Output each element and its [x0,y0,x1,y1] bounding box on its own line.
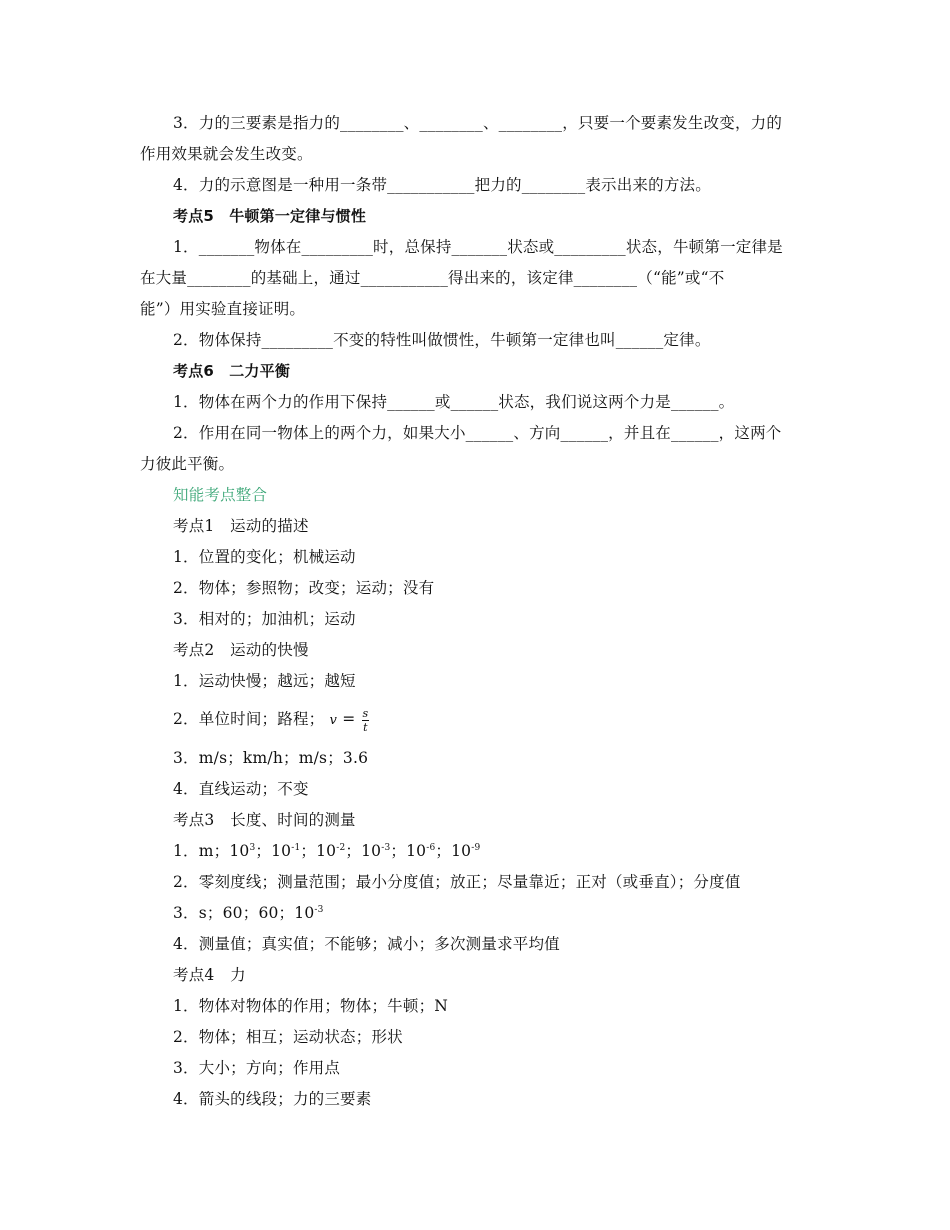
kp2-answer-2 [140,697,802,743]
kp1-answer-1: 1．位置的变化；机械运动 [173,548,356,566]
kp3-answer-3-prefix: 3．s；60；60；10 [173,904,315,922]
kp6-question-2-line-1: 2．作用在同一物体上的两个力，如果大小______、方向______，并且在______，这两个 [173,424,782,442]
kp4-answer-2: 2．物体；相互；运动状态；形状 [173,1028,403,1046]
kp2-answer-2-text: 2．单位时间；路程； [173,710,325,728]
document-page [140,108,802,1115]
answers-section-title: 知能考点整合 [173,486,268,504]
fraction-numerator: s [362,706,369,720]
kp5-heading: 考点5 牛顿第一定律与惯性 [173,207,367,225]
exponent: -9 [471,843,481,853]
separator: ；10 [390,842,427,860]
kp3-answer-2: 2．零刻度线；测量范围；最小分度值；放正；尽量靠近；正对（或垂直）；分度值 [173,873,741,891]
question-3-line-1: 3．力的三要素是指力的________、________、________，只要一个要素发生改变，力的 [173,114,783,132]
kp2-answer-heading: 考点2 运动的快慢 [173,641,309,659]
kp4-answer-4: 4．箭头的线段；力的三要素 [173,1090,372,1108]
fraction-denominator: t [363,720,368,734]
kp3-answer-3 [140,898,802,929]
kp4-answer-1: 1．物体对物体的作用；物体；牛顿；N [173,997,449,1015]
kp3-answer-4: 4．测量值；真实值；不能够；减小；多次测量求平均值 [173,935,560,953]
exponent: 3 [249,843,256,853]
kp2-answer-1: 1．运动快慢；越远；越短 [173,672,356,690]
kp5-question-1-line-2: 在大量________的基础上，通过___________得出来的，该定律________（“能”或“不 [140,269,725,287]
question-3-line-2: 作用效果就会发生改变。 [140,145,313,163]
kp5-question-1-line-1: 1．_______物体在_________时，总保持_______状态或_________状态，牛顿第一定律是 [173,238,783,256]
kp6-question-1: 1．物体在两个力的作用下保持______或______状态，我们说这两个力是______。 [173,393,735,411]
exponent: -3 [381,843,391,853]
separator: ；10 [255,842,292,860]
velocity-symbol: v [329,713,338,728]
kp1-answer-heading: 考点1 运动的描述 [173,517,309,535]
kp4-answer-heading: 考点4 力 [173,966,246,984]
exponent: -1 [291,843,301,853]
kp6-question-2-line-2: 力彼此平衡。 [140,455,235,473]
kp3-answer-1-prefix: 1．m；10 [173,842,250,860]
exponent: -3 [314,905,324,915]
kp1-answer-3: 3．相对的；加油机；运动 [173,610,356,628]
kp2-answer-4: 4．直线运动；不变 [173,780,309,798]
speed-fraction [362,707,370,734]
kp3-answer-1 [140,836,802,867]
equals-sign: = [342,710,356,728]
question-4: 4．力的示意图是一种用一条带___________把力的________表示出来的方法。 [173,176,711,194]
kp1-answer-2: 2．物体；参照物；改变；运动；没有 [173,579,435,597]
separator: ；10 [300,842,337,860]
kp6-heading: 考点6 二力平衡 [173,362,291,380]
exponent: -6 [426,843,436,853]
kp5-question-1-line-3: 能”）用实验直接证明。 [140,300,306,318]
separator: ；10 [435,842,472,860]
kp3-answer-heading: 考点3 长度、时间的测量 [173,811,356,829]
exponent: -2 [336,843,346,853]
separator: ；10 [345,842,382,860]
kp2-answer-3: 3．m/s；km/h；m/s；3.6 [173,749,369,767]
kp5-question-2: 2．物体保持_________不变的特性叫做惯性，牛顿第一定律也叫______定律。 [173,331,711,349]
kp4-answer-3: 3．大小；方向；作用点 [173,1059,341,1077]
